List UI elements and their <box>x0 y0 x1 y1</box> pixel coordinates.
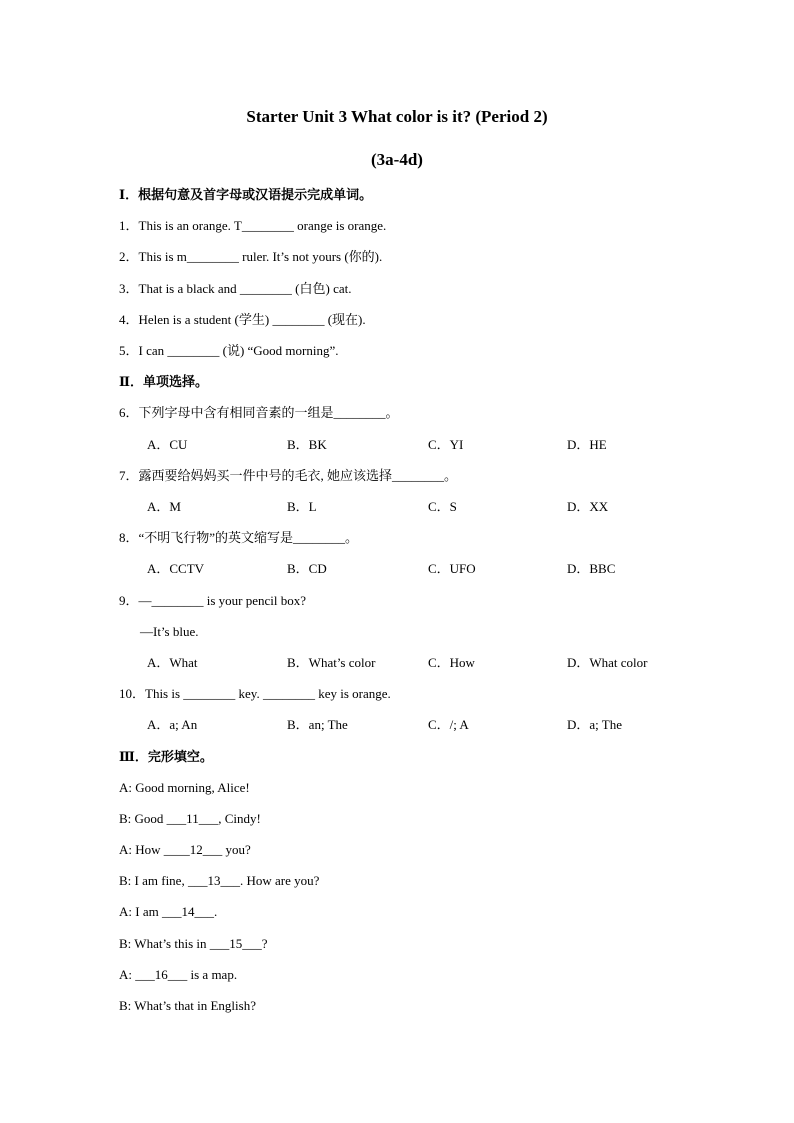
option-d: D．XX <box>567 499 609 514</box>
option-d: D．a; The <box>567 717 622 732</box>
option-c: C．YI <box>428 437 464 452</box>
dialogue-line: B: I am fine, ___13___. How are you? <box>119 873 320 888</box>
dialogue-line: B: What’s that in English? <box>119 998 256 1013</box>
option-b: B．L <box>287 499 317 514</box>
dialogue-line: A: ___16___ is a map. <box>119 967 238 982</box>
page-subtitle: (3a-4d) <box>371 150 423 169</box>
section-3-heading: Ⅲ．完形填空。 <box>119 749 213 764</box>
option-c: C．How <box>428 655 475 670</box>
fill-in-item: 1．This is an orange. T________ orange is orange. <box>119 218 387 233</box>
option-c: C．UFO <box>428 561 476 576</box>
section-2-heading: Ⅱ．单项选择。 <box>119 374 208 389</box>
fill-in-item: 2．This is m________ ruler. It’s not yours (你的). <box>119 249 383 264</box>
question-stem: 10．This is ________ key. ________ key is orange. <box>119 686 391 701</box>
option-b: B．CD <box>287 561 327 576</box>
option-d: D．HE <box>567 437 607 452</box>
question-stem: 7．露西要给妈妈买一件中号的毛衣, 她应该选择________。 <box>119 468 458 483</box>
option-a: A．CCTV <box>147 561 205 576</box>
dialogue-line: B: Good ___11___, Cindy! <box>119 811 261 826</box>
option-a: A．CU <box>147 437 188 452</box>
dialogue-line: A: How ____12___ you? <box>119 842 251 857</box>
question-stem: 9．—________ is your pencil box? <box>119 593 307 608</box>
dialogue-line: B: What’s this in ___15___? <box>119 936 268 951</box>
option-b: B．an; The <box>287 717 348 732</box>
option-c: C．S <box>428 499 457 514</box>
option-b: B．BK <box>287 437 327 452</box>
option-d: D．What color <box>567 655 648 670</box>
option-a: A．M <box>147 499 181 514</box>
option-a: A．a; An <box>147 717 198 732</box>
question-response: —It’s blue. <box>140 624 199 639</box>
fill-in-item: 5．I can ________ (说) “Good morning”. <box>119 343 339 358</box>
dialogue-line: A: I am ___14___. <box>119 904 218 919</box>
fill-in-item: 4．Helen is a student (学生) ________ (现在). <box>119 312 366 327</box>
option-b: B．What’s color <box>287 655 376 670</box>
question-stem: 8．“不明飞行物”的英文缩写是________。 <box>119 530 359 545</box>
option-a: A．What <box>147 655 198 670</box>
page-title: Starter Unit 3 What color is it? (Period 2) <box>246 107 548 126</box>
option-d: D．BBC <box>567 561 616 576</box>
dialogue-line: A: Good morning, Alice! <box>119 780 250 795</box>
fill-in-item: 3．That is a black and ________ (白色) cat. <box>119 281 352 296</box>
question-stem: 6．下列字母中含有相同音素的一组是________。 <box>119 405 399 420</box>
option-c: C．/; A <box>428 717 469 732</box>
section-1-heading: Ⅰ．根据句意及首字母或汉语提示完成单词。 <box>119 187 373 202</box>
